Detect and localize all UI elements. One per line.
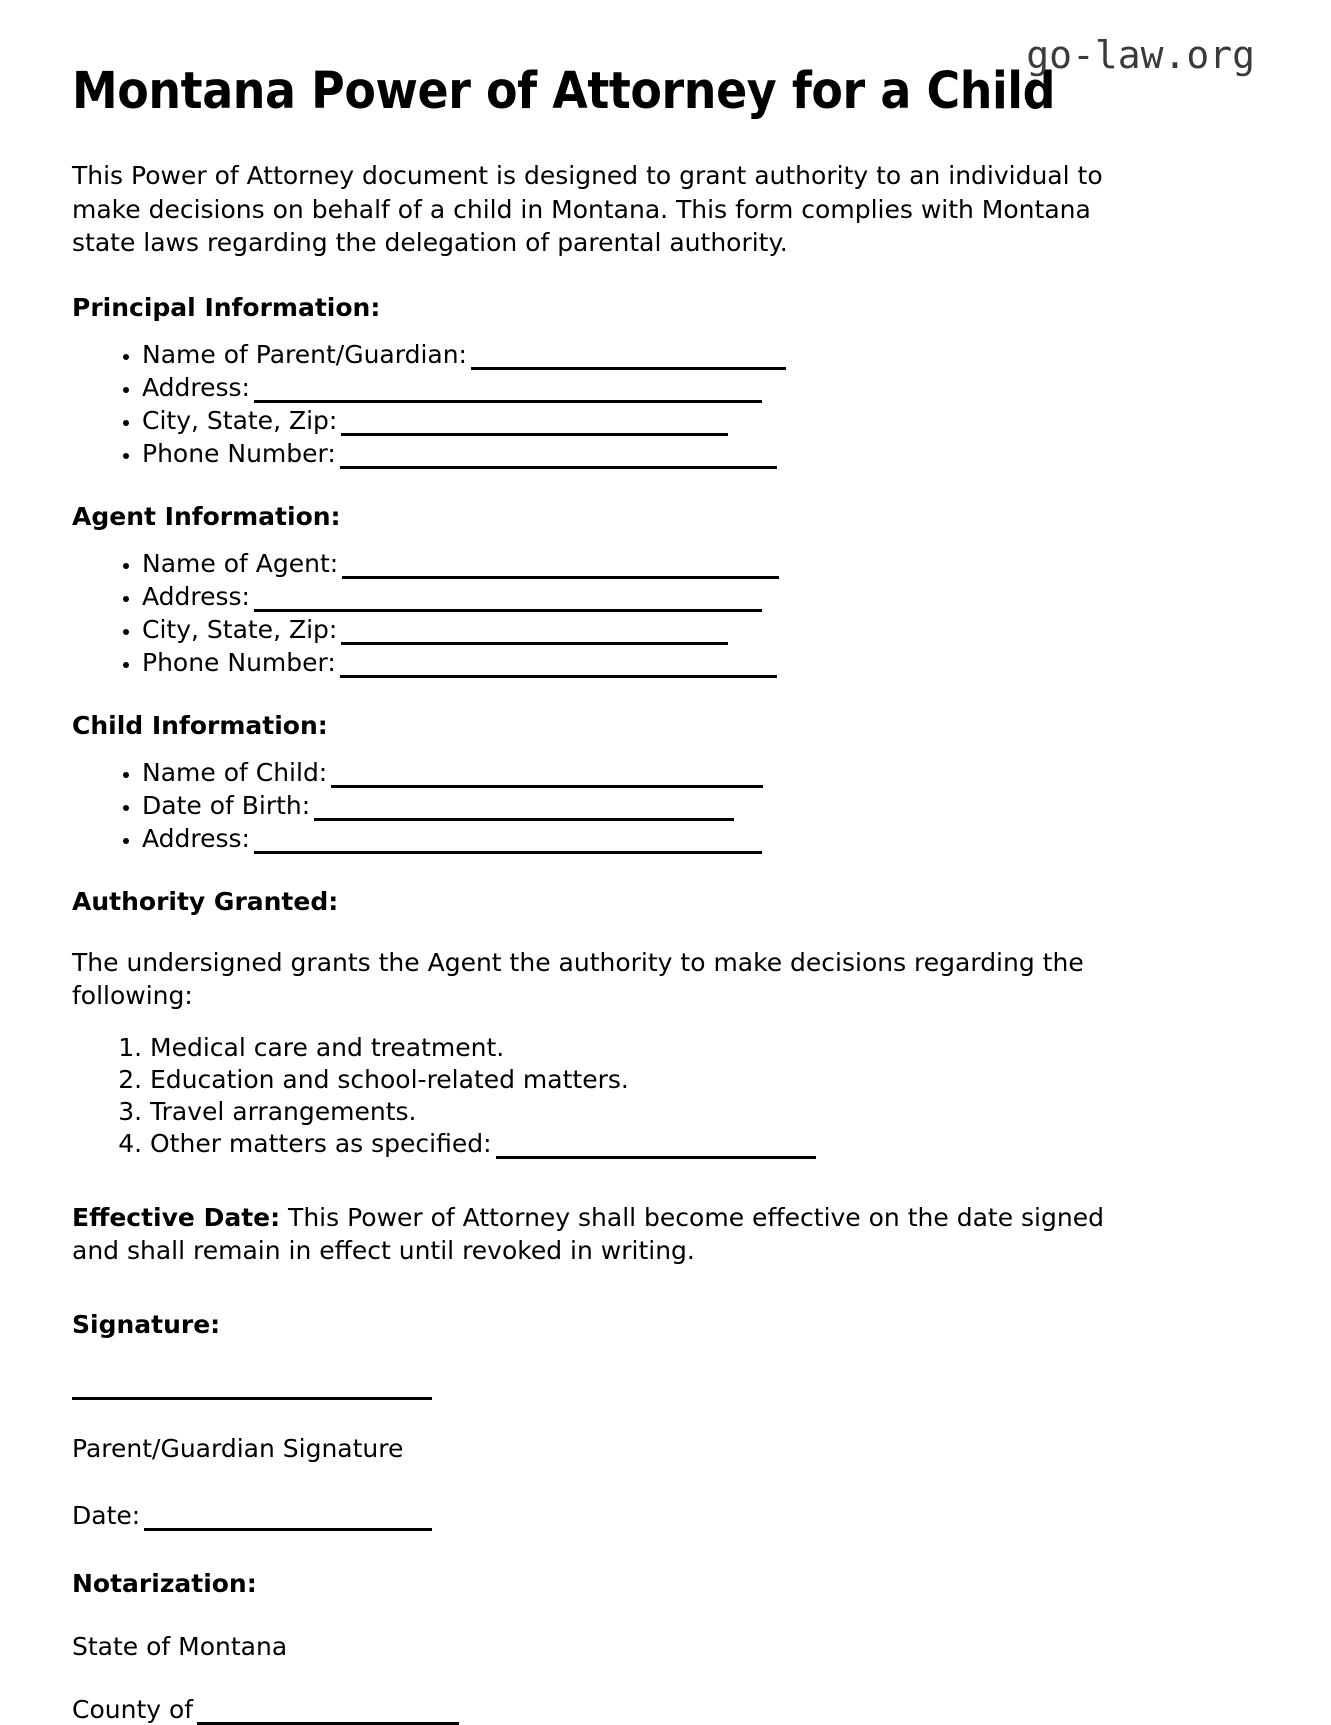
blank-line-principal-phone[interactable]	[340, 466, 777, 469]
authority-item-other-matters: Other matters as specified:	[150, 1128, 492, 1158]
field-label-name-of-child: Name of Child:	[142, 757, 328, 787]
list-item	[142, 373, 1259, 403]
effective-date-label: Effective Date:	[72, 1202, 281, 1232]
blank-line-other-matters[interactable]	[496, 1156, 816, 1159]
field-label-signature-date: Date:	[72, 1500, 141, 1530]
field-label-principal-address: Address:	[142, 372, 250, 402]
list-item	[142, 340, 1259, 370]
field-label-child-address: Address:	[142, 823, 250, 853]
intro-paragraph: This Power of Attorney document is designed to grant authority to an individual to make decisions on behalf of a child in Montana. This form complies with Montana state laws regarding the delegation of parental authority.	[72, 161, 1103, 258]
list-item	[142, 615, 1259, 645]
child-field-list	[72, 758, 1259, 854]
blank-line-agent-city-state-zip[interactable]	[341, 642, 728, 645]
list-item	[150, 1033, 1259, 1062]
field-label-name-of-parent-guardian: Name of Parent/Guardian:	[142, 339, 467, 369]
field-label-agent-phone: Phone Number:	[142, 647, 336, 677]
blank-line-agent-address[interactable]	[254, 609, 762, 612]
field-label-name-of-agent: Name of Agent:	[142, 548, 339, 578]
signature-date-row	[72, 1501, 1259, 1531]
section-heading-principal: Principal Information:	[72, 292, 381, 322]
authority-item-travel: Travel arrangements.	[150, 1096, 417, 1126]
agent-field-list	[72, 549, 1259, 678]
list-item	[142, 406, 1259, 436]
blank-line-date-of-birth[interactable]	[314, 818, 734, 821]
blank-line-agent-phone[interactable]	[340, 675, 777, 678]
notary-county-row	[72, 1695, 1259, 1725]
blank-line-principal-address[interactable]	[254, 400, 762, 403]
list-item	[150, 1129, 1259, 1159]
principal-field-list	[72, 340, 1259, 469]
blank-line-child-address[interactable]	[254, 851, 762, 854]
list-item	[150, 1065, 1259, 1094]
blank-line-parent-name[interactable]	[471, 367, 786, 370]
section-heading-signature: Signature:	[72, 1309, 221, 1339]
field-label-principal-phone: Phone Number:	[142, 438, 336, 468]
list-item	[142, 439, 1259, 469]
effective-date-paragraph	[72, 1201, 1132, 1268]
blank-line-signature[interactable]	[72, 1397, 432, 1400]
list-item	[142, 791, 1259, 821]
field-label-agent-address: Address:	[142, 581, 250, 611]
section-heading-authority-granted: Authority Granted:	[72, 886, 339, 916]
authority-intro-paragraph: The undersigned grants the Agent the authority to make decisions regarding the following:	[72, 947, 1084, 1011]
page-title: Montana Power of Attorney for a Child	[72, 62, 1056, 121]
signature-caption: Parent/Guardian Signature	[72, 1433, 404, 1463]
section-heading-notarization: Notarization:	[72, 1568, 257, 1598]
field-label-principal-city-state-zip: City, State, Zip:	[142, 405, 338, 435]
list-item	[142, 758, 1259, 788]
list-item	[142, 549, 1259, 579]
field-label-agent-city-state-zip: City, State, Zip:	[142, 614, 338, 644]
authority-item-medical-care: Medical care and treatment.	[150, 1032, 505, 1062]
blank-line-agent-name[interactable]	[342, 576, 779, 579]
list-item	[142, 582, 1259, 612]
field-label-county-of: County of	[72, 1694, 194, 1724]
notary-state-line: State of Montana	[72, 1631, 288, 1661]
section-heading-agent: Agent Information:	[72, 501, 341, 531]
authority-granted-list	[72, 1033, 1259, 1159]
blank-line-county[interactable]	[197, 1722, 459, 1725]
list-item	[142, 648, 1259, 678]
list-item	[150, 1097, 1259, 1126]
section-heading-child: Child Information:	[72, 710, 328, 740]
site-watermark: go-law.org	[1026, 33, 1255, 77]
list-item	[142, 824, 1259, 854]
authority-item-education: Education and school-related matters.	[150, 1064, 629, 1094]
effective-date-text: This Power of Attorney shall become effective on the date signed and shall remain in effect until revoked in writing.	[72, 1202, 1104, 1266]
blank-line-signature-date[interactable]	[144, 1528, 432, 1531]
blank-line-principal-city-state-zip[interactable]	[341, 433, 728, 436]
blank-line-child-name[interactable]	[331, 785, 763, 788]
field-label-date-of-birth: Date of Birth:	[142, 790, 311, 820]
